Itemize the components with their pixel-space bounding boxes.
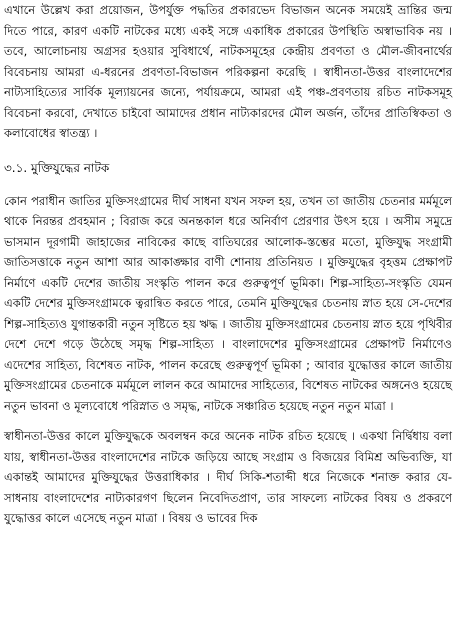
section-heading: ৩.১. মুক্তিযুদ্ধের নাটক: [4, 160, 110, 175]
intro-paragraph: এখানে উল্লেখ করা প্রয়োজন, উপর্যুক্ত পদ্ধতির প্রকারভেদ বিভাজন অনেক সময়েই ভ্রান্তির জন্ম দিতে পারে, কারণ একটি নাটকের মধ্যে একই সঙ্গে একাধিক প্রকারের উপস্থিতি অস্বাভাবিক নয় । তবে, আলোচনায় অগ্রসর হওয়ার সুবিধার্থে, নাটকসমূহের কেন্দ্রীয় প্রবণতা ও মৌল-জীবনার্থের বিবেচনায় আমরা এ-ধরনের প্রবণতা-বিভাজন পরিকল্পনা করেছি । স্বাধীনতা-উত্তর বাংলাদেশের নাট্যসাহিত্যের সার্বিক মূল্যায়নের জন্যে, পর্যায়ক্রমে, আমরা এই পঞ্চ-প্রবণতায় রচিত নাটকসমূহ বিবেচনা করবো, দেখাতে চাইবো আমাদের প্রধান নাট্যকারদের মৌল অর্জন, তাঁদের প্রাতিস্বিকতা ও কলাবোধের স্বাতন্ত্র্য ।: [4, 3, 452, 140]
body-paragraph-post-independence: স্বাধীনতা-উত্তর কালে মুক্তিযুদ্ধকে অবলম্বন করে অনেক নাটক রচিত হয়েছে । একথা নির্দ্বিধায় বলা যায়, স্বাধীনতা-উত্তর বাংলাদেশের নাটকে জড়িয়ে আছে সংগ্রাম ও বিজয়ের বিমিশ্র অভিব্যক্তি, যা একান্তই আমাদের মুক্তিযুদ্ধের উত্তরাধিকার । দীর্ঘ সিকি-শতাব্দী ধরে নিজেকে শনাক্ত করার যে-সাধনায় বাংলাদেশের নাট্যকারগণ ছিলেন নিবেদিতপ্রাণ, তার সাফল্যে নাটকের বিষয় ও প্রকরণে যুদ্ধোত্তর কালে এসেছে নতুন মাত্রা । বিষয় ও ভাবের দিক: [4, 429, 452, 525]
paragraph-gap: [4, 416, 452, 426]
body-paragraph-liberation-war: কোন পরাধীন জাতির মুক্তিসংগ্রামের দীর্ঘ সাধনা যখন সফল হয়, তখন তা জাতীয় চেতনার মর্মমূলে থাকে নিরন্তর প্রবহমান ; বিরাজ করে অনন্তকাল ধরে অনির্বাণ প্রেরণার উৎস হয়ে । অসীম সমুদ্রে ভাসমান দূরগামী জাহাজের নাবিকের কাছে বাতিঘরের আলোক-স্তম্ভের মতো, মুক্তিযুদ্ধ সংগ্রামী জাতিসত্তাকে নতুন আশা আর আকাঙ্ক্ষার বাণী শোনায় প্রতিনিয়ত । মুক্তিযুদ্ধের বৃহত্তম প্রেক্ষাপট নির্মাণে একটি দেশের জাতীয় সংস্কৃতি পালন করে গুরুত্বপূর্ণ ভূমিকা। শিল্প-সাহিত্য-সংস্কৃতি যেমন একটি দেশের মুক্তিসংগ্রামকে ত্বরান্বিত করতে পারে, তেমনি মুক্তিযুদ্ধের চেতনায় স্নাত হয়ে সে-দেশের শিল্প-সাহিত্যও যুগান্তকারী নতুন সৃষ্টিতে হয় ঋদ্ধ । জাতীয় মুক্তিসংগ্রামের চেতনায় স্নাত হয়ে পৃথিবীর দেশে দেশে গড়ে উঠেছে সমৃদ্ধ শিল্প-সাহিত্য । বাংলাদেশের মুক্তিসংগ্রামের প্রেক্ষাপট নির্মাণেও এদেশের সাহিত্য, বিশেষত নাটক, পালন করেছে গুরুত্বপূর্ণ ভূমিকা ; আবার যুদ্ধোত্তর কালে জাতীয় মুক্তিসংগ্রামের চেতনাকে মর্মমূলে লালন করে আমাদের সাহিত্যের, বিশেষত নাটকের অঙ্গনেও হয়েছে নতুন ভাবনা ও মূল্যবোধে পরিস্নাত ও সমৃদ্ধ, নাটকে সঞ্চারিত হয়েছে নতুন নতুন মাত্রা ।: [4, 193, 452, 413]
